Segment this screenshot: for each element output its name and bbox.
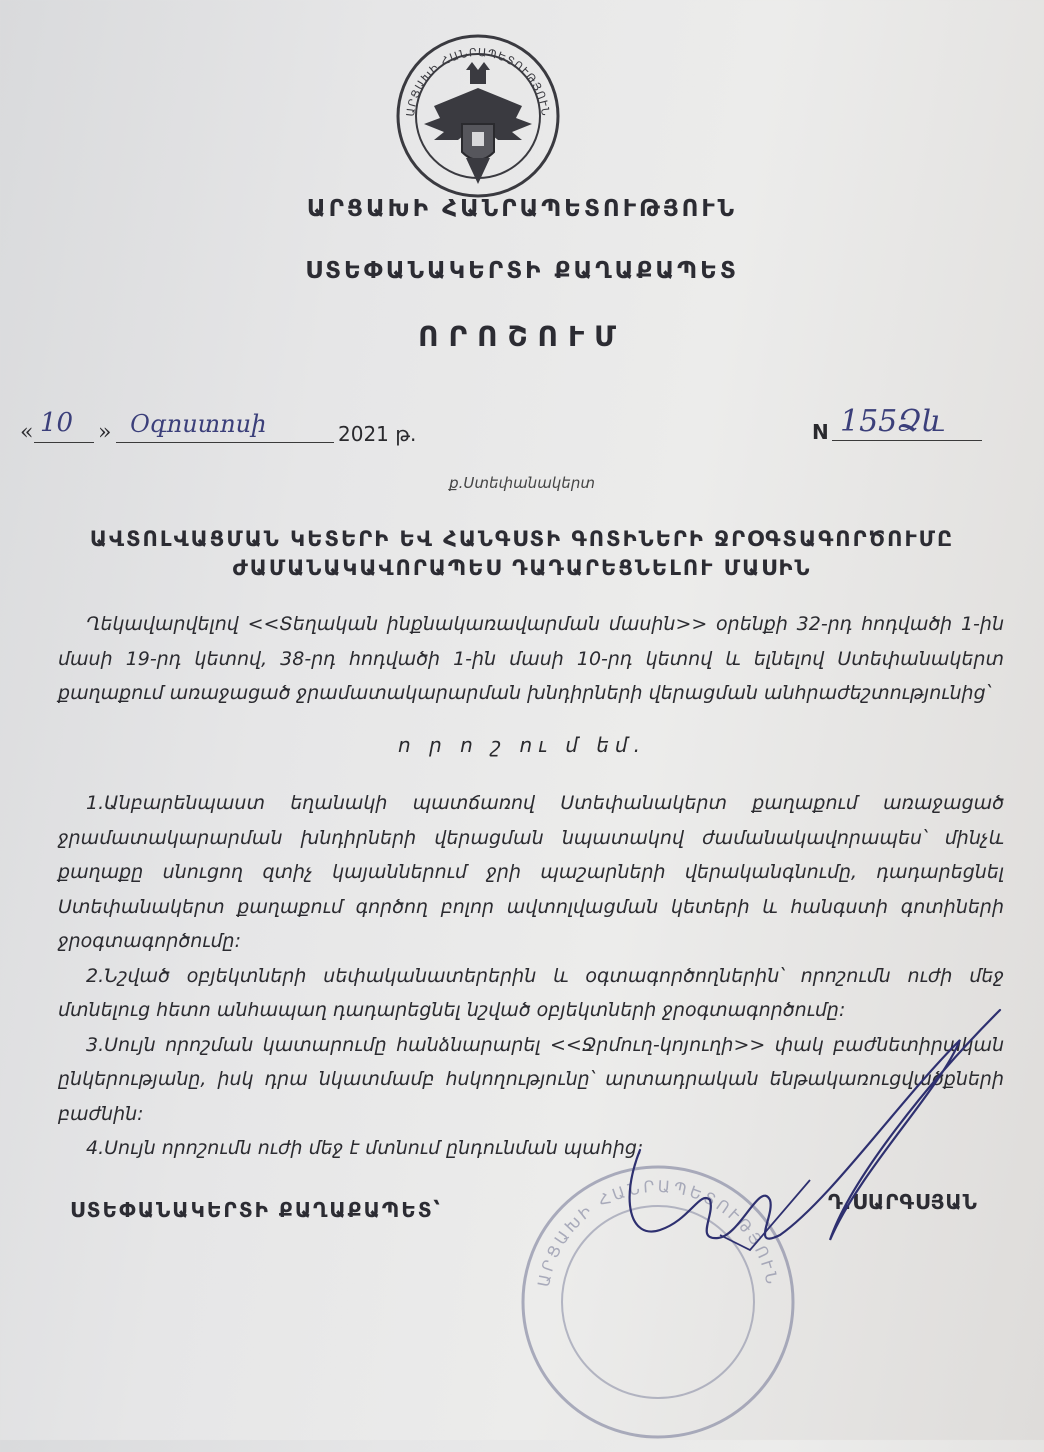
- number-underline: [832, 440, 982, 441]
- document-type-heading: ՈՐՈՇՈՒՄ: [418, 320, 626, 353]
- day-underline: [34, 442, 94, 443]
- document-number: 155Ձև: [840, 404, 946, 439]
- arms-emblem-icon: [394, 28, 562, 202]
- decision-title-line2: ԺԱՄԱՆԱԿԱՎՈՐԱՊԵՍ ԴԱԴԱՐԵՑՆԵԼՈՒ ՄԱՍԻՆ: [232, 556, 812, 580]
- republic-heading: ԱՐՑԱԽԻ ՀԱՆՐԱՊԵՏՈՒԹՅՈՒՆ: [306, 196, 738, 222]
- city-label: ք.Ստեփանակերտ: [449, 474, 595, 492]
- document-number-label: N: [812, 420, 829, 444]
- date-open-quote: «: [20, 420, 34, 445]
- svg-text:ԱՐՑԱԽԻ ՀԱՆՐԱՊԵՏՈՒԹՅՈՒՆ: ԱՐՑԱԽԻ ՀԱՆՐԱՊԵՏՈՒԹՅՈՒՆ: [533, 1176, 783, 1289]
- signatory-position: ՍՏԵՓԱՆԱԿԵՐՏԻ ՔԱՂԱՔԱՊԵՏ՝: [70, 1198, 442, 1222]
- decision-item-4: 4.Սույն որոշումն ուժի մեջ է մտնում ընդունման պահից:: [86, 1137, 644, 1159]
- date-close-quote: »: [98, 420, 112, 445]
- decision-item-2: 2.Նշված օբյեկտների սեփականատերերին և օգտագործողներին՝ որոշումն ուժի մեջ մտնելուց հետո անհապաղ դադարեցնել նշված օբյեկտների ջրօգտագործումը:: [58, 964, 1004, 1021]
- signatory-name: Դ.ՍԱՐԳՍՅԱՆ: [828, 1190, 978, 1214]
- month-underline: [116, 442, 334, 443]
- date-month: Օգոստոսի: [130, 410, 267, 438]
- decision-title-line1: ԱՎՏՈԼՎԱՑՄԱՆ ԿԵՏԵՐԻ ԵՎ ՀԱՆԳՍՏԻ ԳՈՏԻՆԵՐԻ ՋՐՕԳՏԱԳՈՐԾՈՒՄԸ: [89, 527, 955, 551]
- decide-heading: ո ր ո շ ու մ եմ.: [398, 733, 646, 757]
- decision-item-1: 1.Անբարենպաստ եղանակի պատճառով Ստեփանակերտ քաղաքում առաջացած ջրամատակարարման խնդիրների վերացման նպատակով ժամանակավորապես՝ մինչև քաղաքը սնուցող զտիչ կայաններում ջրի պաշարների վերականգնումը, դադարեցնել Ստեփանակերտ քաղաքում գործող բոլոր ավտոլվացման կետերի և հանգստի գոտիների ջրօգտագործումը:: [58, 792, 1004, 952]
- mayor-heading: ՍՏԵՓԱՆԱԿԵՐՏԻ ՔԱՂԱՔԱՊԵՏ: [305, 258, 739, 284]
- date-day: 10: [40, 408, 74, 438]
- date-year: 2021 թ.: [338, 422, 417, 446]
- intro-paragraph: Ղեկավարվելով <<Տեղական ինքնակառավարման մասին>> օրենքի 32-րդ հոդվածի 1-ին մասի 19-րդ կետով, 38-րդ հոդվածի 1-ին մասի 10-րդ կետով և ելնելով Ստեփանակերտ քաղաքում առաջացած ջրամատակարարման խնդիրների վերացման անհրաժեշտությունից՝: [58, 613, 1004, 704]
- svg-text:ԱՐՑԱԽԻ ՀԱՆՐԱՊԵՏՈՒԹՅՈՒՆ: ԱՐՑԱԽԻ ՀԱՆՐԱՊԵՏՈՒԹՅՈՒՆ: [403, 45, 553, 118]
- handwritten-signature-icon: [600, 1000, 1020, 1260]
- decision-item-3: 3.Սույն որոշման կատարումը հանձնարարել <<Ջրմուղ-կոյուղի>> փակ բաժնետիրական ընկերությանը, իսկ դրա նկատմամբ հսկողությունը՝ արտադրական ենթակառուցվածքների բաժնին:: [58, 1033, 1004, 1125]
